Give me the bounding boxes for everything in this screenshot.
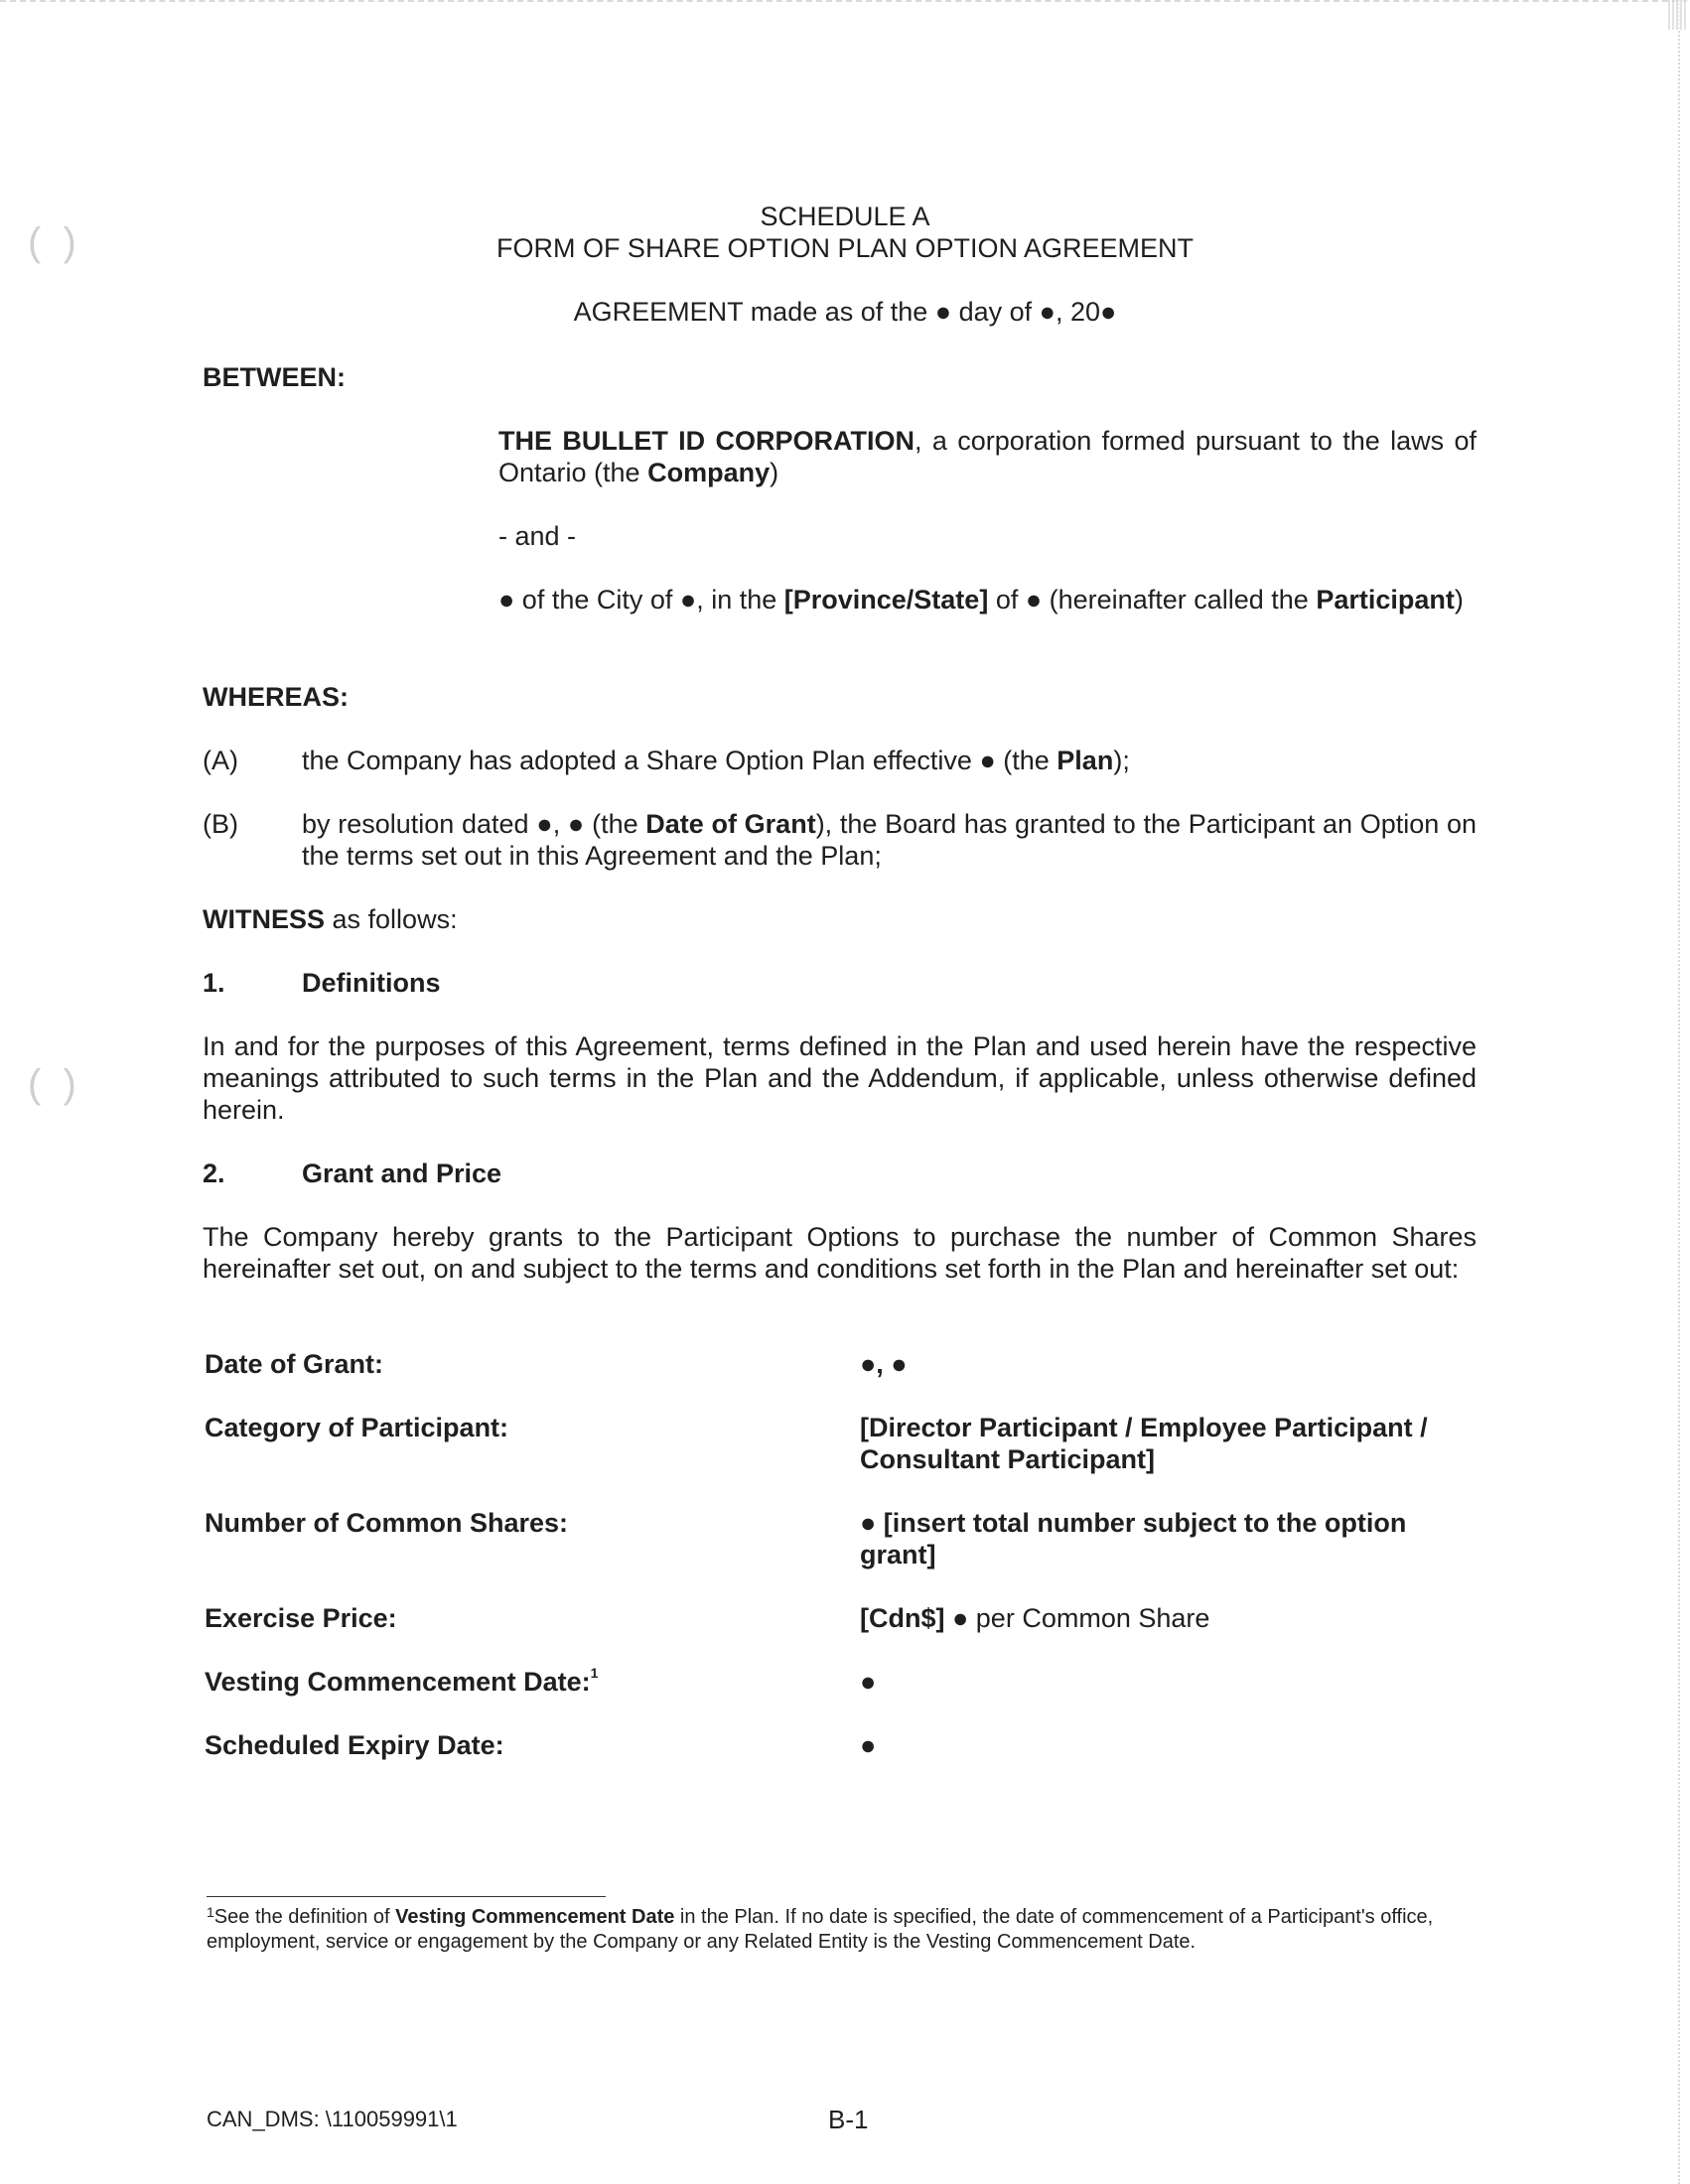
section-1-title: Definitions: [302, 968, 441, 998]
grant-value-price: [Cdn$] ● per Common Share: [860, 1603, 1210, 1633]
grant-value-category: [Director Participant / Employee Participant / Consultant Participant]: [860, 1413, 1428, 1474]
form-title: FORM OF SHARE OPTION PLAN OPTION AGREEMENT: [495, 233, 1195, 263]
grant-value-expiry: ●: [860, 1730, 877, 1760]
section-2-number: 2.: [203, 1159, 225, 1188]
scan-edge-right: [1676, 0, 1680, 2184]
grant-label-date: Date of Grant:: [205, 1349, 384, 1379]
grant-value-shares: ● [insert total number subject to the option grant]: [860, 1508, 1407, 1570]
recital-b-label: (B): [203, 809, 238, 839]
footnote: $^1$See the definition of Vesting Commencement Date in the Plan. If no date is specified, the date of commencement of a Participant's office, employment, service or engagement by the Company or any Related Entity is the Vesting Commencement Date.: [207, 1904, 1434, 1953]
between-heading: BETWEEN:: [203, 362, 346, 392]
grant-label-vesting: Vesting Commencement Date:$^1$: [205, 1665, 599, 1697]
section-1-number: 1.: [203, 968, 225, 998]
footnote-divider: [207, 1896, 606, 1897]
scan-edge-top: [0, 0, 1688, 6]
company-party: THE BULLET ID CORPORATION, a corporation formed pursuant to the laws of Ontario (the Company): [498, 426, 1478, 487]
scan-hole-mark: ( ): [28, 1062, 76, 1106]
scan-hole-mark: ( ): [28, 220, 76, 264]
grant-value-vesting: ●: [860, 1667, 877, 1697]
grant-label-category: Category of Participant:: [205, 1413, 509, 1442]
recital-a-label: (A): [203, 746, 238, 775]
grant-label-price: Exercise Price:: [205, 1603, 397, 1633]
section-2-title: Grant and Price: [302, 1159, 502, 1188]
participant-party: ● of the City of ●, in the [Province/State] of ● (hereinafter called the Participant): [498, 585, 1464, 614]
document-id: CAN_DMS: \110059991\1: [207, 2107, 458, 2131]
grant-value-date: ●, ●: [860, 1349, 908, 1379]
grant-label-shares: Number of Common Shares:: [205, 1508, 569, 1538]
scan-corner-mark: [1668, 0, 1688, 30]
witness-line: WITNESS as follows:: [203, 904, 458, 934]
schedule-title: SCHEDULE A: [760, 202, 930, 231]
whereas-heading: WHEREAS:: [203, 682, 349, 712]
grant-label-expiry: Scheduled Expiry Date:: [205, 1730, 504, 1760]
agreement-date-line: AGREEMENT made as of the ● day of ●, 20●: [573, 297, 1117, 327]
recital-a: the Company has adopted a Share Option Plan effective ● (the Plan);: [302, 746, 1130, 775]
recital-b: by resolution dated ●, ● (the Date of Grant), the Board has granted to the Participant an Option on the terms set out in this Agreement and the Plan;: [302, 809, 1477, 871]
section-1-body: In and for the purposes of this Agreement, terms defined in the Plan and used herein have the respective meanings attributed to such terms in the Plan and the Addendum, if applicable, unless otherwise defined herein.: [203, 1031, 1477, 1125]
section-2-body: The Company hereby grants to the Participant Options to purchase the number of Common Shares hereinafter set out, on and subject to the terms and conditions set forth in the Plan and hereinafter set out:: [203, 1222, 1477, 1284]
page-number: B-1: [828, 2105, 869, 2134]
footnote-ref[interactable]: 1: [590, 1665, 599, 1681]
and-separator: - and -: [498, 521, 577, 551]
company-name: THE BULLET ID CORPORATION: [498, 426, 915, 456]
